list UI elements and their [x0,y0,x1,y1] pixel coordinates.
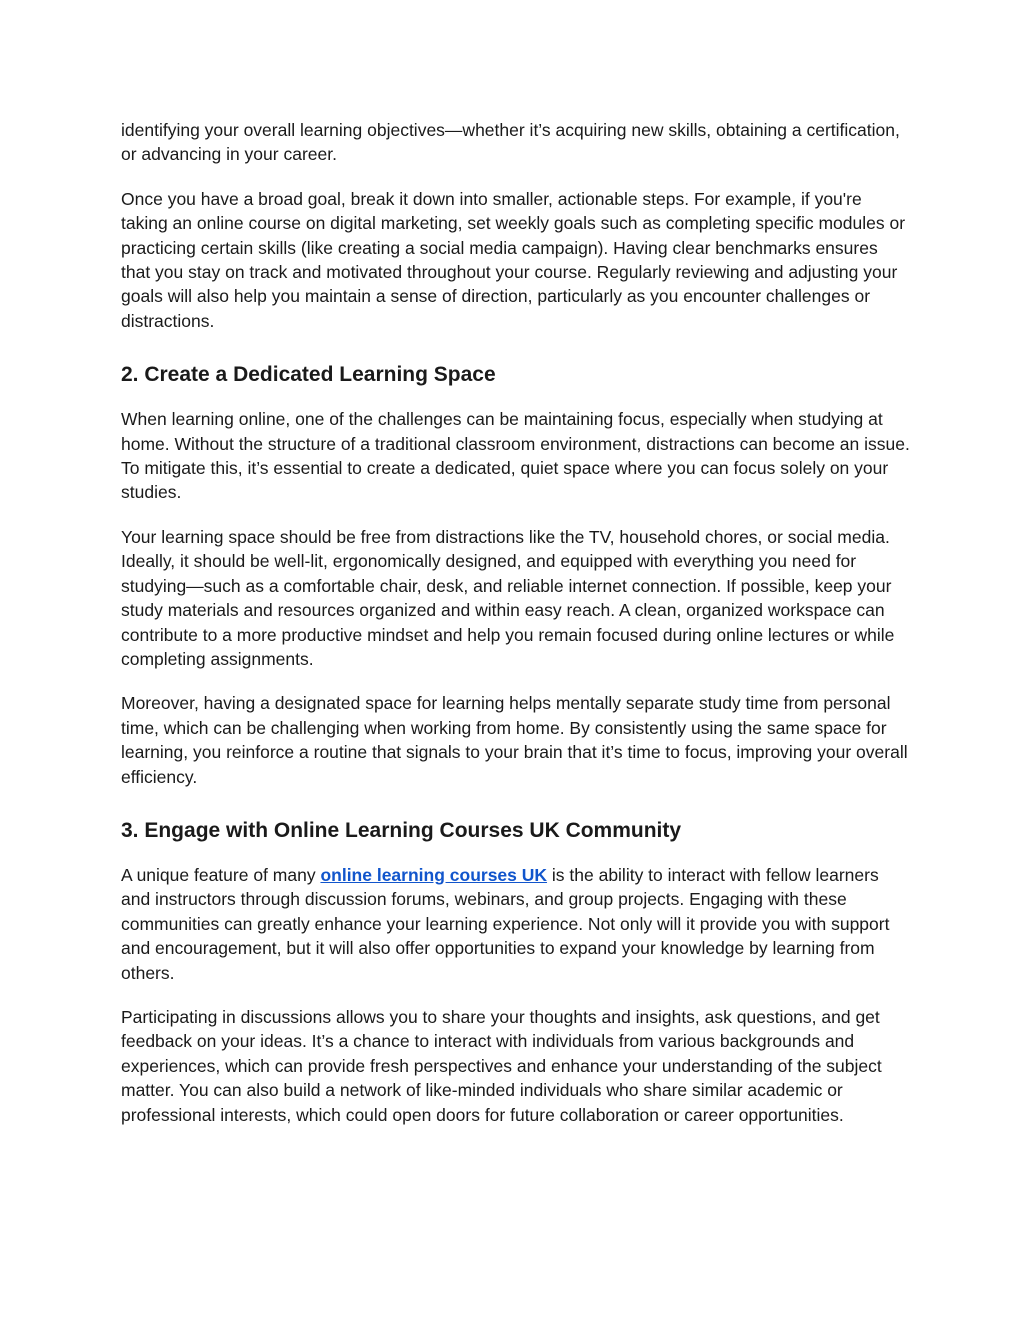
section-3-paragraph-1 [121,863,911,985]
section-3-heading: 3. Engage with Online Learning Courses UK Community [121,818,682,842]
document-page [121,118,911,1147]
section-2-paragraph-1: When learning online, one of the challenges can be maintaining focus, especially when studying at home. Without the structure of a traditional classroom environment, distractions can become an issue. To mitigate this, it’s essential to create a dedicated, quiet space where you can focus solely on your studies. [121,409,910,503]
section-2-paragraph-2: Your learning space should be free from distractions like the TV, household chores, or social media. Ideally, it should be well-lit, ergonomically designed, and equipped with everything you need for studying—such as a comfortable chair, desk, and reliable internet connection. If possible, keep your study materials and resources organized and within easy reach. A clean, organized workspace can contribute to a more productive mindset and help you remain focused during online lectures or while completing assignments. [121,526,895,669]
intro-paragraph-1: identifying your overall learning objectives—whether it’s acquiring new skills, obtaining a certification, or advancing in your career. [121,120,900,165]
section-2-heading: 2. Create a Dedicated Learning Space [121,363,496,387]
section-3-paragraph-2: Participating in discussions allows you to share your thoughts and insights, ask questions, and get feedback on your ideas. It’s a chance to interact with individuals from various backgrounds and experiences, which can provide fresh perspectives and enhance your understanding of the subject matter. You can also build a network of like-minded individuals who share similar academic or professional interests, which could open doors for future collaboration or career opportunities. [121,1006,882,1125]
section-2-paragraph-3: Moreover, having a designated space for learning helps mentally separate study time from personal time, which can be challenging when working from home. By consistently using the same space for learning, you reinforce a routine that signals to your brain that it’s time to focus, improving your overall efficiency. [121,693,908,787]
online-learning-courses-link[interactable]: online learning courses UK [320,864,548,885]
paragraph-text-after-link: is the ability to interact with fellow learners and instructors through discussion forums, webinars, and group projects. Engaging with these communities can greatly enhance your learning experience. Not only will it provide you with support and encouragement, but it will also offer opportunities to expand your knowledge by learning from others. [121,864,890,983]
paragraph-text-before-link: A unique feature of many [121,864,321,885]
intro-paragraph-2: Once you have a broad goal, break it down into smaller, actionable steps. For example, if you're taking an online course on digital marketing, set weekly goals such as completing specific modules or practicing certain skills (like creating a social media campaign). Having clear benchmarks ensures that you stay on track and motivated throughout your course. Regularly reviewing and adjusting your goals will also help you maintain a sense of direction, particularly as you encounter challenges or distractions. [121,188,906,331]
